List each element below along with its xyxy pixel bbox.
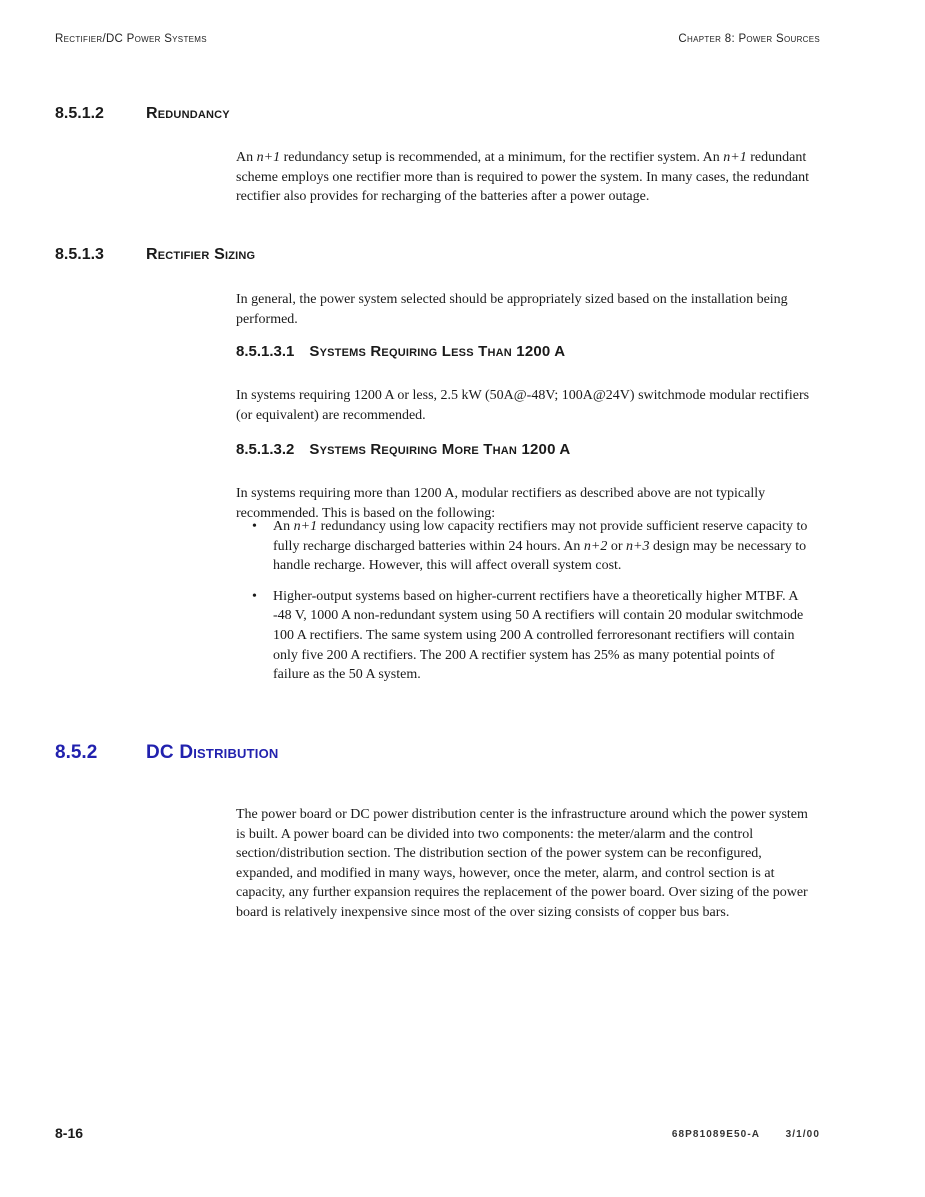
section-heading-rectifier-sizing <box>55 246 255 264</box>
section-title: DC Distribution <box>146 742 279 763</box>
bullet-icon: • <box>252 519 257 534</box>
bullet-item <box>252 517 814 576</box>
running-header <box>55 33 820 45</box>
section-title: Systems Requiring Less Than 1200 A <box>309 343 566 360</box>
page-number: 8-16 <box>55 1125 84 1141</box>
doc-date: 3/1/00 <box>785 1129 820 1140</box>
bullet-item <box>252 587 814 685</box>
section-heading-dc-distribution <box>55 742 279 764</box>
section-number: 8.5.1.3.1 <box>236 343 295 360</box>
section-number: 8.5.2 <box>55 742 98 763</box>
section-title: Redundancy <box>146 105 230 122</box>
bullet-icon: • <box>252 588 257 604</box>
header-right-chapter: Chapter 8: Power Sources <box>678 33 820 45</box>
paragraph-rectifier-sizing: In general, the power system selected should be appropriately sized based on the installation being performed. <box>236 292 788 327</box>
bullet-text: Higher-output systems based on higher-current rectifiers have a theoretically higher MTBF. A -48 V, 1000 A non-redundant system using 50 A rectifiers will contain 20 modular switchmode 100 A rectifiers. The same system using 200 A controlled ferroresonant rectifiers will contain only five 200 A rectifiers. The 200 A rectifier system has 25% as many potential points of failure as the 50 A system. <box>273 588 804 683</box>
section-title: Rectifier Sizing <box>146 246 256 263</box>
paragraph-less-than-1200: In systems requiring 1200 A or less, 2.5 kW (50A@-48V; 100A@24V) switchmode modular rectifiers (or equivalent) are recommended. <box>236 388 810 423</box>
paragraph-more-than-1200: In systems requiring more than 1200 A, modular rectifiers as described above are not typically recommended. This is based on the following: <box>236 486 766 521</box>
footer-doc-info <box>672 1129 820 1140</box>
section-number: 8.5.1.3.2 <box>236 441 295 458</box>
bullet-list <box>252 517 814 696</box>
bullet-text: An n+1 redundancy using low capacity rectifiers may not provide sufficient reserve capacity to fully recharge discharged batteries within 24 hours. An n+2 or n+3 design may be necessary to handle recharge. However, this will affect overall system cost. <box>273 519 808 574</box>
doc-code: 68P81089E50-A <box>671 1129 760 1140</box>
section-number: 8.5.1.3 <box>55 246 104 263</box>
section-title: Systems Requiring More Than 1200 A <box>309 441 571 458</box>
section-heading-redundancy <box>55 105 230 123</box>
paragraph-redundancy: An n+1 redundancy setup is recommended, at a minimum, for the rectifier system. An n+1 redundant scheme employs one rectifier more than is required to power the system. In many cases, the redundant rectifier also provides for recharging of the batteries after a power outage. <box>236 150 810 205</box>
section-heading-more-than-1200 <box>236 441 570 458</box>
section-heading-less-than-1200 <box>236 343 565 360</box>
header-left-title: Rectifier/DC Power Systems <box>55 33 207 45</box>
section-number: 8.5.1.2 <box>55 105 104 122</box>
paragraph-dc-distribution: The power board or DC power distribution center is the infrastructure around which the power system is built. A power board can be divided into two components: the meter/alarm and the control section/distribution section. The distribution section of the power system can be reconfigured, expanded, and modified in many ways, however, once the meter, alarm, and control section is at capacity, any further expansion requires the replacement of the power board. Over sizing of the power board is relatively inexpensive since most of the over sizing consists of copper bus bars. <box>236 807 808 920</box>
